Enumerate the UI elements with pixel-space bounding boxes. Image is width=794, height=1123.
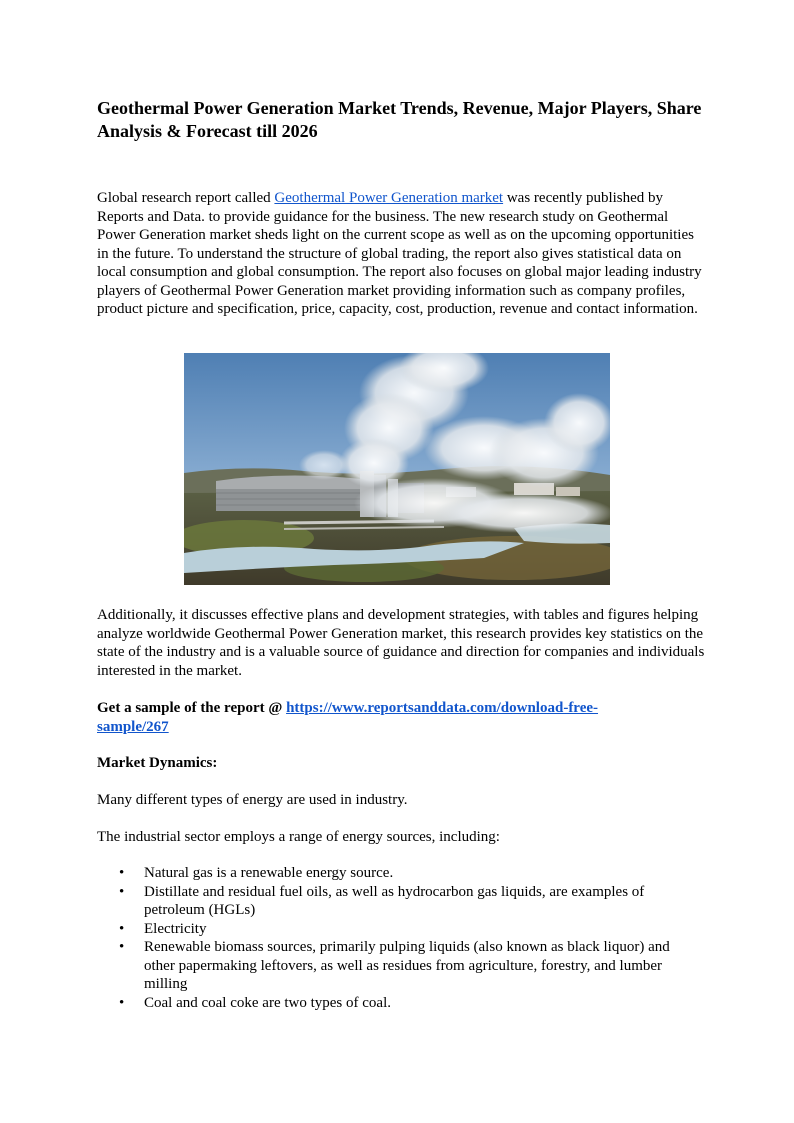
document-title: Geothermal Power Generation Market Trends, Revenue, Major Players, Share Analysis & Forecast till 2026 (97, 98, 702, 141)
market-dynamics-heading: Market Dynamics: (97, 755, 218, 771)
market-link[interactable]: Geothermal Power Generation market (274, 190, 504, 206)
bullet-icon: • (119, 939, 125, 955)
geothermal-plant-photo (184, 353, 610, 585)
sample-paragraph (97, 699, 707, 736)
sample-link-line2[interactable]: sample/267 (97, 718, 169, 735)
list-item-text: Natural gas is a renewable energy source. (144, 865, 394, 881)
sources-intro: The industrial sector employs a range of energy sources, including: (97, 829, 500, 845)
energy-sources-list (97, 864, 697, 1012)
sample-label: Get a sample of the report @ (97, 700, 287, 716)
list-item (97, 938, 697, 994)
list-item (97, 864, 697, 883)
list-item (97, 883, 697, 920)
bullet-icon: • (119, 920, 125, 937)
intro-paragraph (97, 189, 707, 319)
bullet-icon: • (119, 994, 125, 1011)
list-item-text: Renewable biomass sources, primarily pulping liquids (also known as black liquor) and other papermaking leftovers, as well as residues from agriculture, forestry, and lumber milling (144, 939, 670, 992)
list-item-text: Distillate and residual fuel oils, as well as hydrocarbon gas liquids, are examples of petroleum (HGLs) (144, 883, 645, 918)
sample-link-line1[interactable]: https://www.reportsanddata.com/download-free- (286, 700, 599, 716)
list-item-text: Coal and coal coke are two types of coal. (144, 994, 391, 1011)
intro-text-after: was recently published by Reports and Data. to provide guidance for the business. The new research study on Geothermal Power Generation market sheds light on the current scope as well as on the upcoming opportunities in the future. To understand the structure of global trading, the report also gives statistical data on local consumption and global consumption. The report also focuses on global major leading industry players of Geothermal Power Generation market providing information such as company profiles, product picture and specification, price, capacity, cost, production, revenue and contact information. (97, 190, 702, 317)
list-item (97, 994, 697, 1013)
bullet-icon: • (119, 865, 125, 881)
list-item (97, 920, 697, 939)
energy-sentence: Many different types of energy are used in industry. (97, 792, 408, 808)
list-item-text: Electricity (144, 920, 207, 937)
intro-text-before: Global research report called (97, 190, 275, 206)
additional-paragraph: Additionally, it discusses effective plans and development strategies, with tables and figures helping analyze worldwide Geothermal Power Generation market, this research provides key statistics on the state of the industry and is a valuable source of guidance and direction for companies and individuals interested in the market. (97, 607, 705, 679)
bullet-icon: • (119, 883, 125, 900)
